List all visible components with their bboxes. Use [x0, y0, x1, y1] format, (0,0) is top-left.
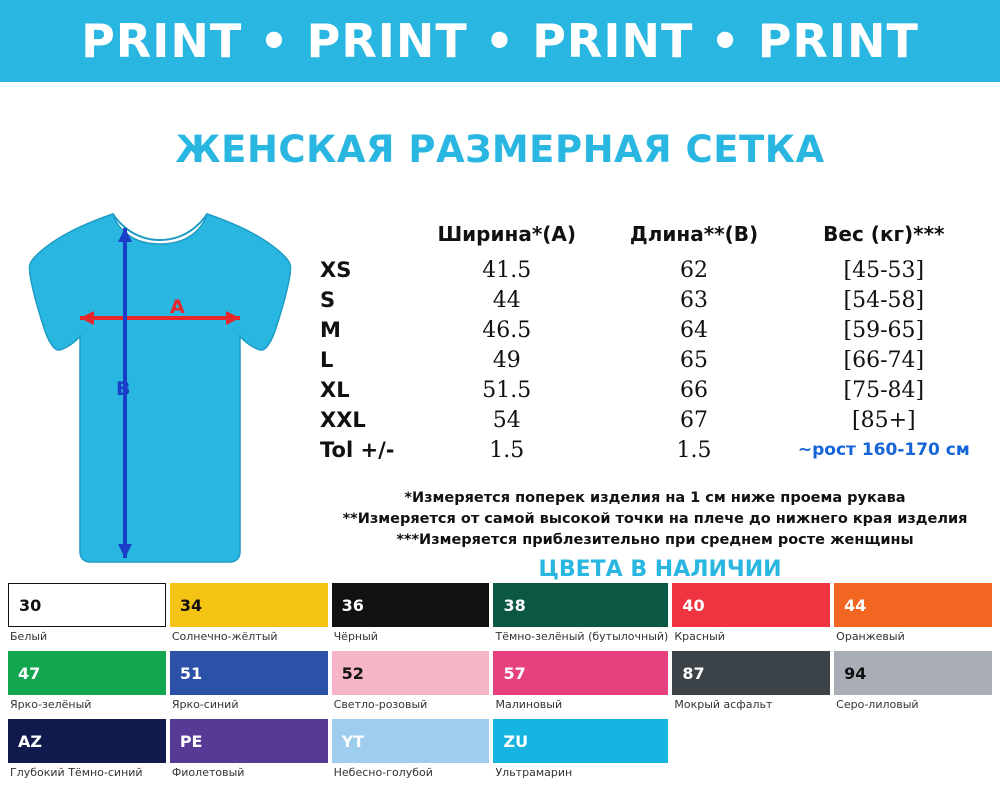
cell-width: 41.5	[482, 257, 532, 283]
swatch-code: 36	[341, 595, 364, 615]
swatch-label: Светло-розовый	[333, 698, 428, 711]
swatch-color-box	[834, 583, 992, 627]
swatch-code: 44	[844, 595, 867, 615]
header-length: Длина**(B)	[629, 222, 759, 246]
table-row	[320, 345, 980, 375]
cell-length: 62	[680, 257, 709, 283]
swatch-label: Небесно-голубой	[333, 766, 433, 779]
swatch-label: Чёрный	[333, 630, 378, 643]
swatch-zu[interactable]	[493, 719, 668, 785]
swatch-label: Тёмно-зелёный (бутылочный)	[495, 630, 669, 643]
swatch-label: Ярко-зелёный	[10, 698, 92, 711]
page-title: ЖЕНСКАЯ РАЗМЕРНАЯ СЕТКА	[175, 128, 825, 171]
swatch-label: Красный	[674, 630, 725, 643]
swatch-code: 87	[682, 663, 705, 683]
swatch-label: Оранжевый	[836, 630, 905, 643]
cell-length: 1.5	[676, 437, 712, 463]
cell-size: Tol +/-	[320, 438, 395, 462]
footnote-length: **Измеряется от самой высокой точки на плече до нижнего края изделия	[342, 511, 968, 527]
swatch-color-box	[170, 651, 328, 695]
table-row	[320, 285, 980, 315]
swatch-code: 52	[341, 663, 364, 683]
swatch-code: 40	[682, 595, 705, 615]
cell-size: M	[320, 318, 341, 342]
swatch-34[interactable]	[170, 583, 328, 649]
cell-weight: [54-58]	[843, 287, 925, 313]
swatch-52[interactable]	[332, 651, 490, 717]
swatch-color-box	[332, 651, 490, 695]
swatch-label: Фиолетовый	[171, 766, 245, 779]
header-weight: Вес (кг)***	[823, 222, 945, 246]
swatch-code: 94	[844, 663, 867, 683]
cell-length: 66	[680, 377, 709, 403]
swatch-color-box	[493, 583, 668, 627]
cell-size: S	[320, 288, 336, 312]
cell-width: 54	[492, 407, 521, 433]
top-banner	[0, 0, 1000, 82]
swatch-color-box	[8, 651, 166, 695]
swatch-label: Белый	[10, 630, 48, 643]
swatch-code: 34	[179, 595, 203, 615]
header-size	[320, 222, 413, 255]
swatch-code: 57	[503, 663, 526, 683]
swatch-yt[interactable]	[332, 719, 490, 785]
swatch-36[interactable]	[332, 583, 490, 649]
swatch-label: Серо-лиловый	[836, 698, 919, 711]
cell-size: L	[320, 348, 334, 372]
dimension-b-label: B	[116, 378, 131, 400]
cell-height-note: ~рост 160-170 см	[797, 440, 970, 460]
cell-width: 51.5	[482, 377, 532, 403]
swatch-color-box	[8, 583, 166, 627]
swatch-color-box	[8, 719, 166, 763]
cell-weight: [66-74]	[843, 347, 925, 373]
cell-weight: [85+]	[852, 407, 916, 433]
cell-size: XL	[320, 378, 350, 402]
size-table	[320, 222, 980, 465]
swatch-color-box	[493, 651, 668, 695]
swatch-az[interactable]	[8, 719, 166, 785]
swatch-pe[interactable]	[170, 719, 328, 785]
swatch-color-box	[672, 651, 830, 695]
swatch-code: PE	[179, 731, 203, 751]
swatch-code: 30	[19, 595, 42, 615]
swatch-94[interactable]	[834, 651, 992, 717]
swatch-51[interactable]	[170, 651, 328, 717]
swatch-label: Мокрый асфальт	[674, 698, 773, 711]
swatch-30[interactable]	[8, 583, 166, 649]
cell-size: XXL	[320, 408, 366, 432]
swatch-label: Ярко-синий	[171, 698, 239, 711]
footnote-weight: ***Измеряется приблезительно при среднем росте женщины	[396, 532, 914, 548]
colors-title: ЦВЕТА В НАЛИЧИИ	[538, 557, 782, 582]
cell-width: 44	[492, 287, 521, 313]
swatch-code: ZU	[503, 731, 529, 751]
cell-weight: [45-53]	[843, 257, 925, 283]
swatch-color-box	[332, 719, 490, 763]
dimension-a-label: A	[170, 296, 185, 318]
swatch-40[interactable]	[672, 583, 830, 649]
swatch-label: Ультрамарин	[495, 766, 573, 779]
table-header-row	[320, 222, 980, 255]
swatch-38[interactable]	[493, 583, 668, 649]
color-swatch-grid	[8, 583, 992, 785]
swatch-color-box	[170, 719, 328, 763]
cell-width: 46.5	[482, 317, 532, 343]
cell-length: 65	[680, 347, 709, 373]
tshirt-illustration	[18, 200, 308, 575]
swatch-color-box	[170, 583, 328, 627]
swatch-color-box	[332, 583, 490, 627]
swatch-label: Солнечно-жёлтый	[171, 630, 278, 643]
cell-size: XS	[320, 258, 352, 282]
cell-width: 49	[492, 347, 521, 373]
cell-length: 67	[680, 407, 709, 433]
tshirt-icon	[18, 200, 308, 575]
cell-width: 1.5	[489, 437, 525, 463]
swatch-code: 51	[179, 663, 203, 683]
swatch-57[interactable]	[493, 651, 668, 717]
table-row	[320, 375, 980, 405]
swatch-code: 47	[18, 663, 41, 683]
table-row-tolerance	[320, 435, 980, 465]
swatch-color-box	[493, 719, 668, 763]
swatch-code: YT	[341, 731, 365, 751]
swatch-code: 38	[503, 595, 526, 615]
table-row	[320, 255, 980, 285]
swatch-87[interactable]	[672, 651, 830, 717]
cell-length: 64	[680, 317, 709, 343]
swatch-code: AZ	[18, 731, 42, 751]
cell-length: 63	[680, 287, 709, 313]
swatch-label: Малиновый	[495, 698, 563, 711]
footnote-width: *Измеряется поперек изделия на 1 см ниже проема рукава	[404, 490, 906, 506]
swatch-47[interactable]	[8, 651, 166, 717]
table-row	[320, 315, 980, 345]
swatch-color-box	[834, 651, 992, 695]
cell-weight: [75-84]	[843, 377, 925, 403]
header-width: Ширина*(A)	[437, 222, 577, 246]
swatch-44[interactable]	[834, 583, 992, 649]
swatch-color-box	[672, 583, 830, 627]
footnotes	[320, 488, 990, 551]
table-row	[320, 405, 980, 435]
cell-weight: [59-65]	[843, 317, 925, 343]
banner-text: PRINT • PRINT • PRINT • PRINT	[81, 14, 919, 68]
swatch-label: Глубокий Тёмно-синий	[10, 766, 143, 779]
